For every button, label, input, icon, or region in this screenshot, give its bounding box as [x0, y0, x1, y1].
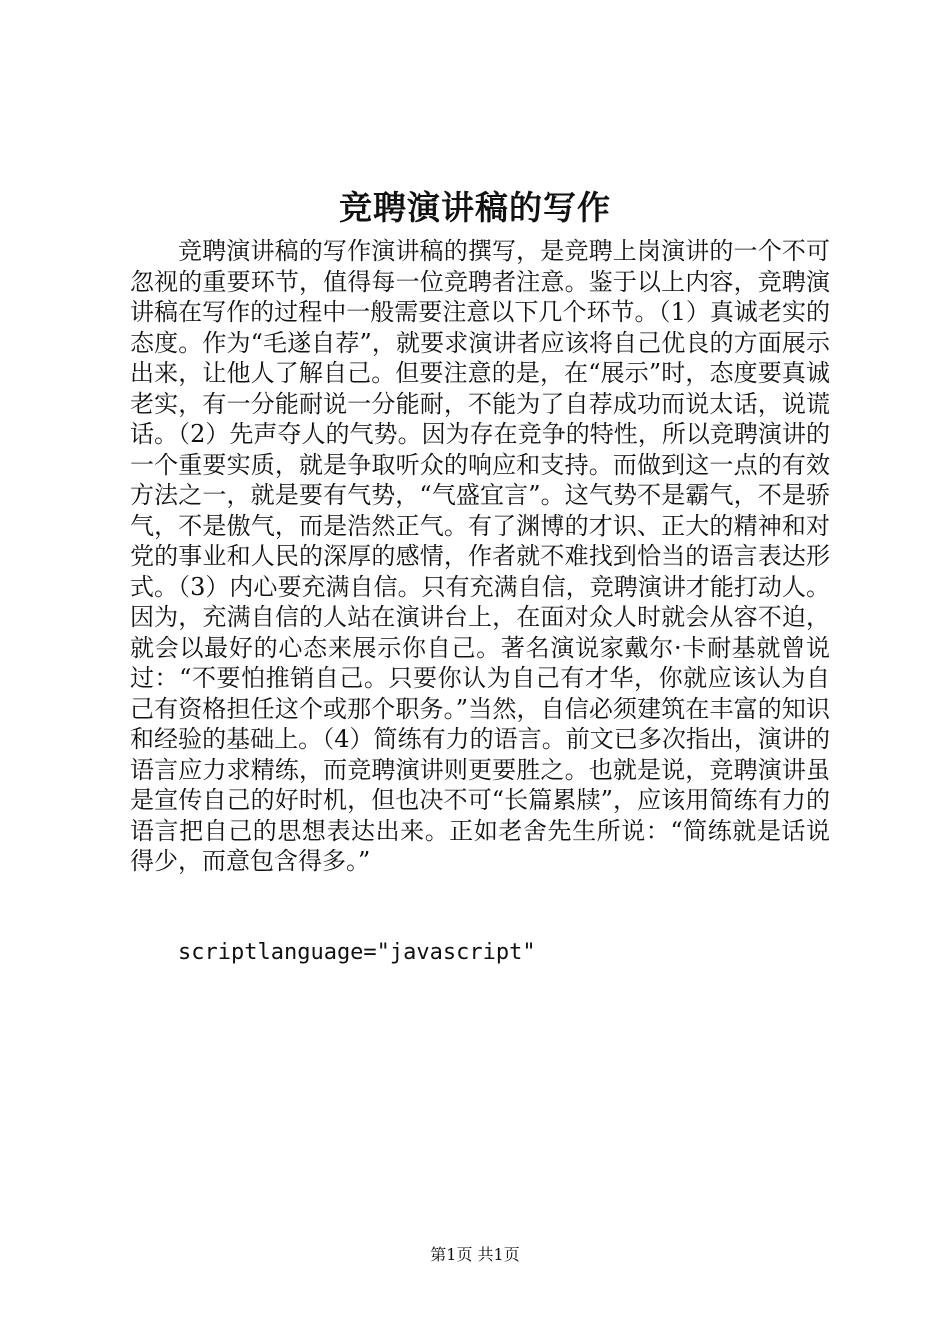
- document-title: 竞聘演讲稿的写作: [339, 188, 611, 227]
- body-paragraph: 竞聘演讲稿的写作演讲稿的撰写，是竞聘上岗演讲的一个不可忽视的重要环节，值得每一位竞聘者注意。鉴于以上内容，竞聘演讲稿在写作的过程中一般需要注意以下几个环节。（1）真诚老实的态度。作为“毛遂自荐”，就要求演讲者应该将自己优良的方面展示出来，让他人了解自己。但要注意的是，在“展示”时，态度要真诚老实，有一分能耐说一分能耐，不能为了自荐成功而说太话，说谎话。（2）先声夺人的气势。因为存在竞争的特性，所以竞聘演讲的一个重要实质，就是争取听众的响应和支持。而做到这一点的有效方法之一，就是要有气势，“气盛宜言”。这气势不是霸气，不是骄气，不是傲气，而是浩然正气。有了渊博的才识、正大的精神和对党的事业和人民的深厚的感情，作者就不难找到恰当的语言表达形式。（3）内心要充满自信。只有充满自信，竞聘演讲才能打动人。因为，充满自信的人站在演讲台上，在面对众人时就会从容不迫，就会以最好的心态来展示你自己。著名演说家戴尔·卡耐基就曾说过：“不要怕推销自己。只要你认为自己有才华，你就应该认为自己有资格担任这个或那个职务。”当然，自信必须建筑在丰富的知识和经验的基础上。（4）简练有力的语言。前文已多次指出，演讲的语言应力求精练，而竞聘演讲则更要胜之。也就是说，竞聘演讲虽是宣传自己的好时机，但也决不可“长篇累牍”，应该用简练有力的语言把自己的思想表达出来。正如老舍先生所说：“简练就是话说得少，而意包含得多。”: [130, 237, 830, 875]
- page-footer: 第1页 共1页: [430, 1245, 520, 1264]
- script-text-line: scriptlanguage="javascript": [178, 940, 536, 965]
